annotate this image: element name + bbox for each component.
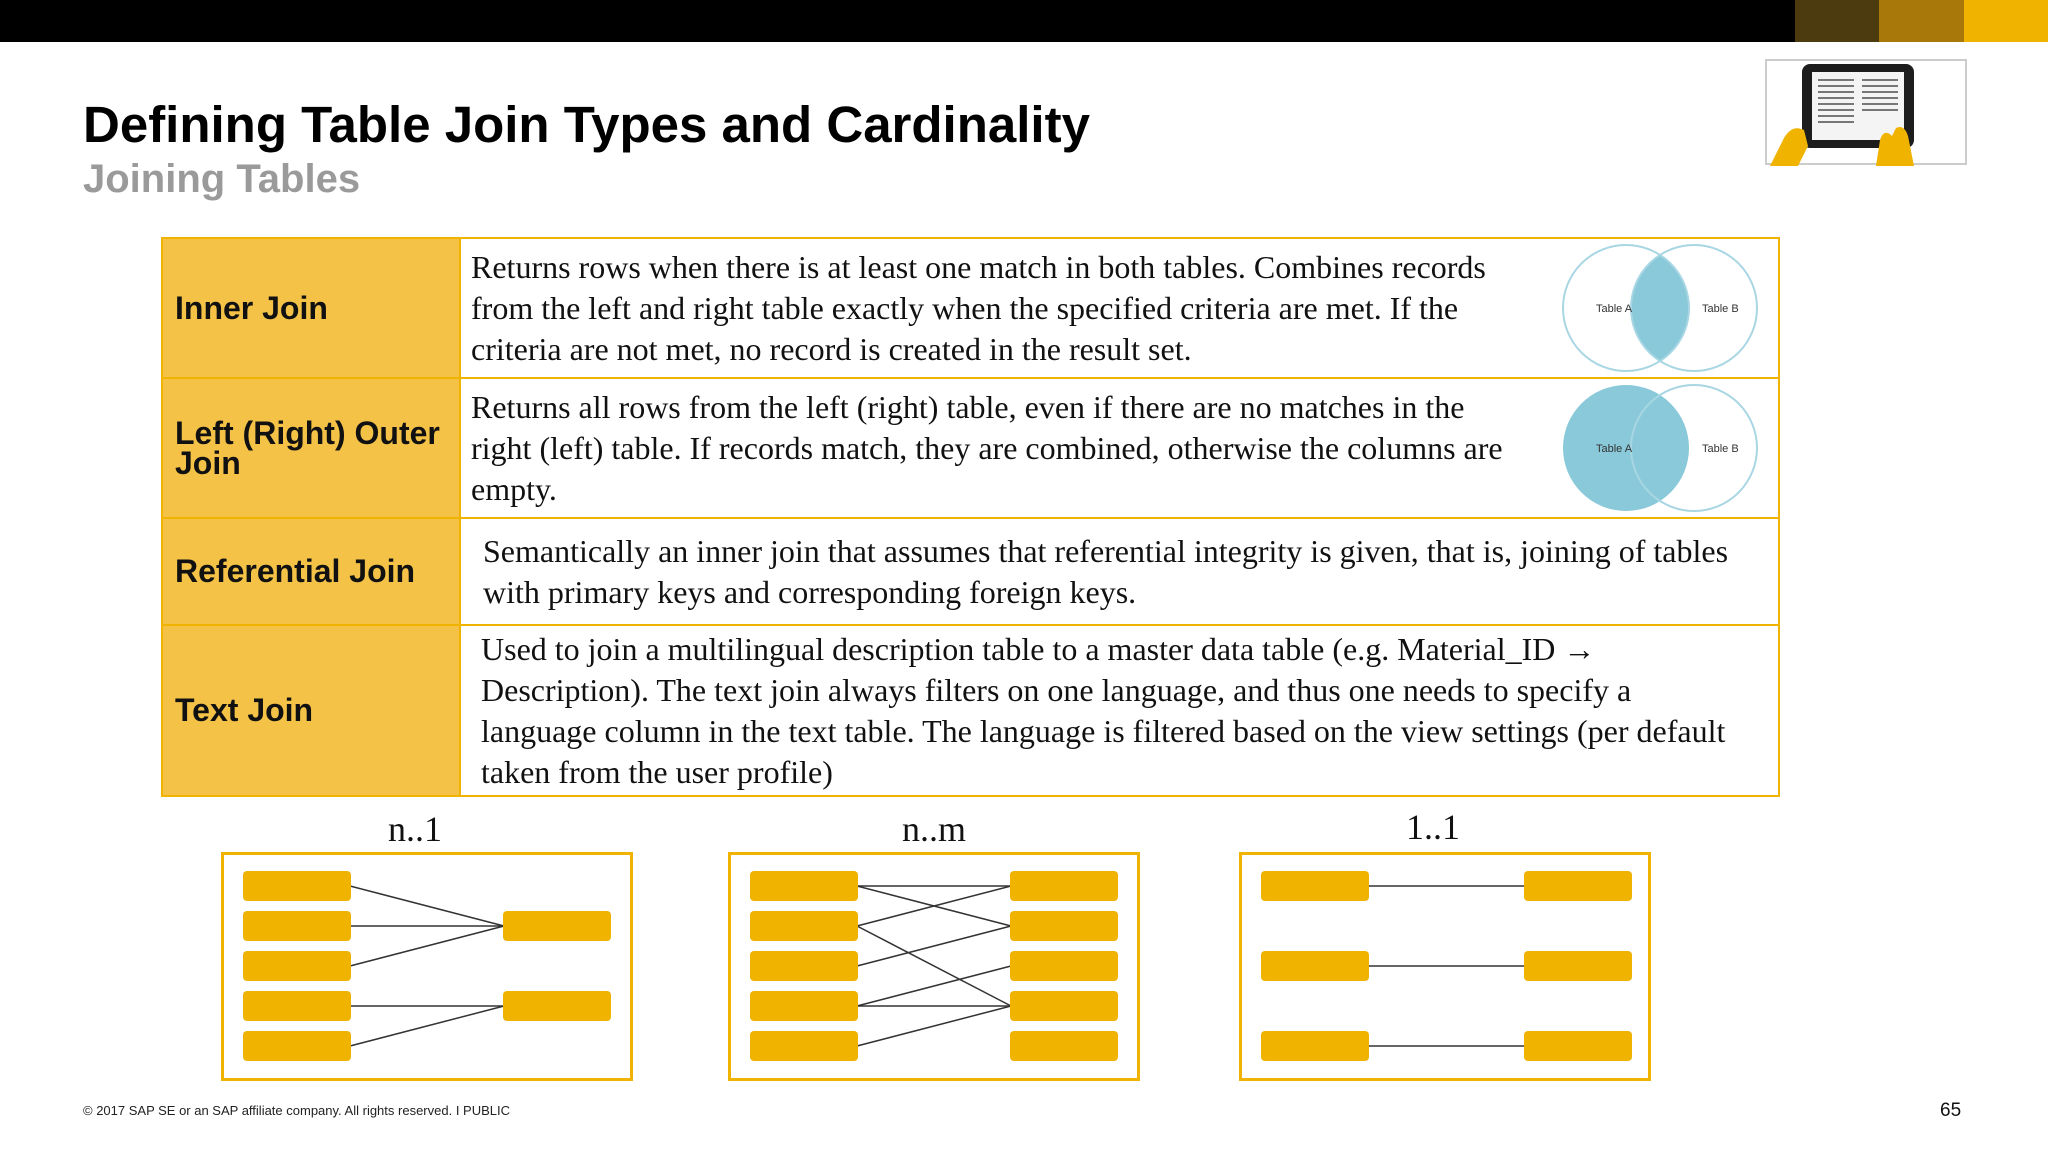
entity-box [243,991,351,1021]
row-description: Returns all rows from the left (right) table, even if there are no matches in the right (left) table. If records match, they are combined, otherwise the columns are empty. [471,388,1503,507]
cardinality-label-11: 1..1 [1406,807,1460,847]
row-description: Semantically an inner join that assumes that referential integrity is given, that is, joining of tables with primary keys and corresponding foreign keys. [483,532,1729,610]
venn-label-a: Table A [1596,443,1633,455]
top-bar-accent-mid [1879,0,1964,42]
entity-box [750,991,858,1021]
table-row [162,518,1779,625]
entity-box [1010,1031,1118,1061]
top-bar-accent-dark [1795,0,1879,42]
venn-outer-join-icon [1562,383,1758,513]
tablet-illustration [1764,58,1968,168]
slide-subtitle: Joining Tables [83,157,361,201]
row-label: Inner Join [162,238,460,378]
entity-box [1524,871,1632,901]
row-description-cell [460,518,1779,625]
cardinality-label-n1: n..1 [388,809,442,849]
entity-box [750,951,858,981]
entity-box [243,911,351,941]
entity-box [1010,871,1118,901]
row-description-cell [460,625,1779,796]
table-row [162,238,1779,378]
copyright-footer: © 2017 SAP SE or an SAP affiliate company. All rights reserved. I PUBLIC [83,1103,511,1118]
top-bar-accent-bright [1964,0,2048,42]
entity-box [1524,1031,1632,1061]
row-label: Referential Join [162,518,460,625]
entity-box [1261,871,1369,901]
entity-box [243,951,351,981]
row-label: Text Join [162,625,460,796]
entity-box [750,911,858,941]
entity-box [1261,951,1369,981]
row-description-cell [460,238,1779,378]
entity-box [243,1031,351,1061]
cardinality-nm-diagram [728,852,1140,1081]
venn-label-b: Table B [1702,443,1739,455]
row-description-cell [460,378,1779,518]
page-number: 65 [1940,1100,1962,1121]
venn-label-a: Table A [1596,303,1633,315]
join-types-table [161,237,1780,797]
entity-box [503,991,611,1021]
entity-box [243,871,351,901]
top-bar [0,0,2048,42]
entity-box [1010,911,1118,941]
entity-box [750,1031,858,1061]
entity-box [750,871,858,901]
slide-title: Defining Table Join Types and Cardinality [83,96,1090,153]
cardinality-label-nm: n..m [901,809,966,849]
table-row [162,378,1779,518]
row-description: Used to join a multilingual description table to a master data table (e.g. Material_ID → Description). The text join always filters on one language, and thus one needs to specify a language column in the text table. The language is filtered based on the view settings (per default taken from the user profile) [481,630,1726,790]
entity-box [1010,991,1118,1021]
cardinality-n1-diagram [221,852,633,1081]
entity-box [1010,951,1118,981]
table-row [162,625,1779,796]
entity-box [1524,951,1632,981]
cardinality-11-diagram [1239,852,1651,1081]
entity-box [503,911,611,941]
row-description: Returns rows when there is at least one match in both tables. Combines records from the left and right table exactly when the specified criteria are met. If the criteria are not met, no record is created in the result set. [471,248,1486,367]
entity-box [1261,1031,1369,1061]
venn-inner-join-icon [1562,243,1758,373]
venn-label-b: Table B [1702,303,1739,315]
row-label: Left (Right) Outer Join [162,378,460,518]
